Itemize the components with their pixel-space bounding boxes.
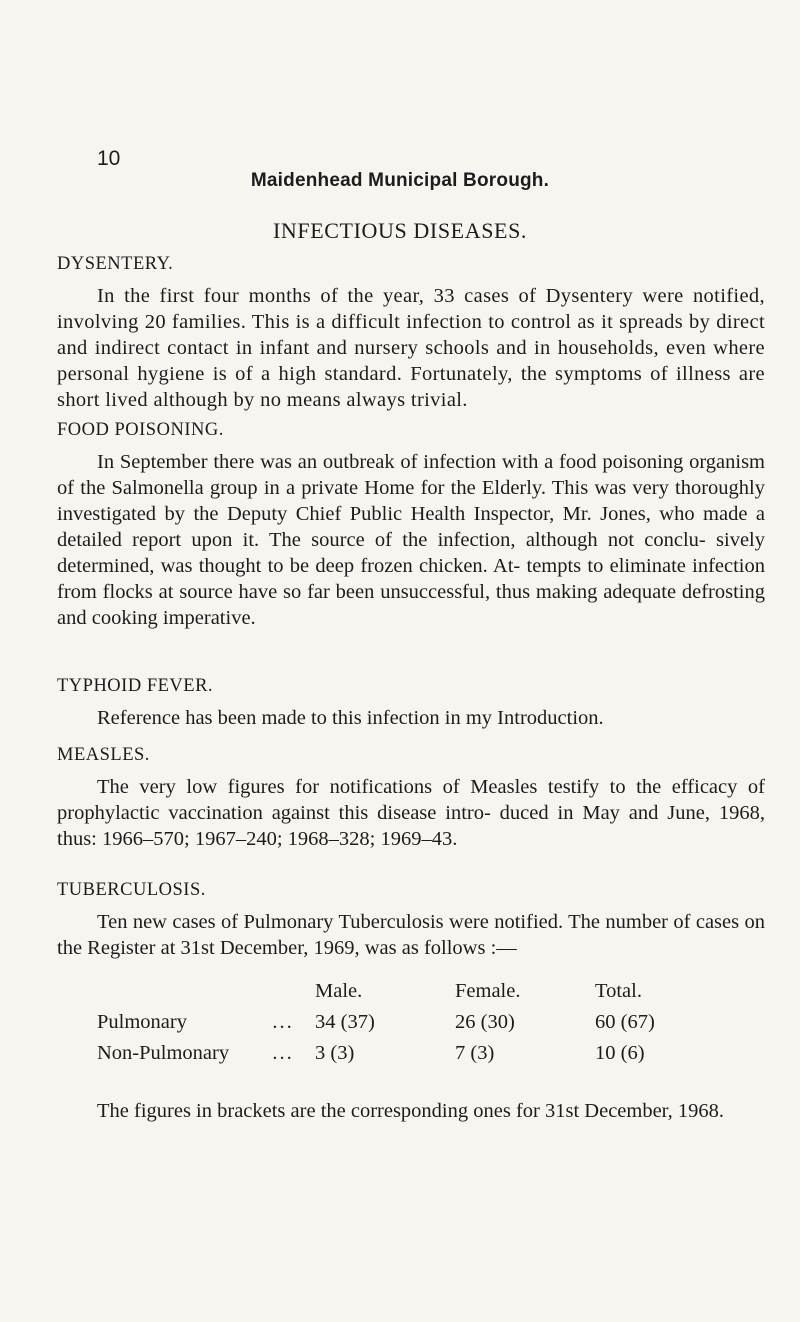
borough-heading: Maidenhead Municipal Borough. xyxy=(250,170,550,191)
cell-male: 3 (3) xyxy=(315,1042,355,1064)
dysentery-paragraph: In the first four months of the year, 33 cases of Dysentery were notified, involving 20 families. This is a difficult infection to control as it spreads by direct and indirect contact in infant and nursery schools and in households, even where personal hygiene is of a high standard. Fortunately, the symptoms of illness are short lived although by no means always trivial. xyxy=(57,285,765,411)
food-poisoning-heading: FOOD POISONING. xyxy=(57,420,224,440)
table-header-row xyxy=(97,976,735,1007)
page-title: INFECTIOUS DISEASES. xyxy=(272,218,528,243)
table-header-spacer xyxy=(251,976,315,1007)
cell-total: 60 (67) xyxy=(595,1011,655,1033)
row-label: Non-Pulmonary xyxy=(97,1042,230,1064)
table-row xyxy=(97,1038,735,1069)
cell-female: 26 (30) xyxy=(455,1011,515,1033)
cell-female: 7 (3) xyxy=(455,1042,495,1064)
leader-dots: ... xyxy=(272,1042,294,1064)
cell-male: 34 (37) xyxy=(315,1011,375,1033)
tuberculosis-paragraph: Ten new cases of Pulmonary Tuberculosis were notified. The number of cases on the Register at 31st December, 1969, was as follows :— xyxy=(57,911,765,959)
col-header-female: Female. xyxy=(455,980,521,1002)
row-label: Pulmonary xyxy=(97,1011,187,1033)
cell-total: 10 (6) xyxy=(595,1042,645,1064)
dysentery-heading: DYSENTERY. xyxy=(57,254,174,274)
typhoid-heading: TYPHOID FEVER. xyxy=(57,676,214,696)
tuberculosis-heading: TUBERCULOSIS. xyxy=(57,880,206,900)
measles-paragraph: The very low figures for notifications of Measles testify to the efficacy of prophylactic vaccination against this disease intro- duced in May and June, 1968, thus: 1966–570; 1967–240; 1968–328; 1969–43. xyxy=(57,776,765,850)
typhoid-paragraph: Reference has been made to this infection in my Introduction. xyxy=(97,707,604,729)
table-row xyxy=(97,1007,735,1038)
measles-heading: MEASLES. xyxy=(57,745,150,765)
page-number: 10 xyxy=(97,147,121,170)
food-poisoning-paragraph: In September there was an outbreak of infection with a food poisoning organism of the Salmonella group in a private Home for the Elderly. This was very thoroughly investigated by the Deputy Chief Public Health Inspector, Mr. Jones, who made a detailed report upon it. The source of the infection, although not conclu- sively determined, was thought to be deep frozen chicken. At- tempts to eliminate infection from flocks at source have so far been unsuccessful, thus making adequate defrosting and cooking imperative. xyxy=(57,451,765,629)
col-header-male: Male. xyxy=(315,980,363,1002)
table-footnote: The figures in brackets are the corresponding ones for 31st December, 1968. xyxy=(97,1100,725,1122)
leader-dots: ... xyxy=(272,1011,294,1033)
tuberculosis-register-table xyxy=(97,976,735,1069)
col-header-total: Total. xyxy=(595,980,642,1002)
table-header-spacer xyxy=(97,976,251,1007)
